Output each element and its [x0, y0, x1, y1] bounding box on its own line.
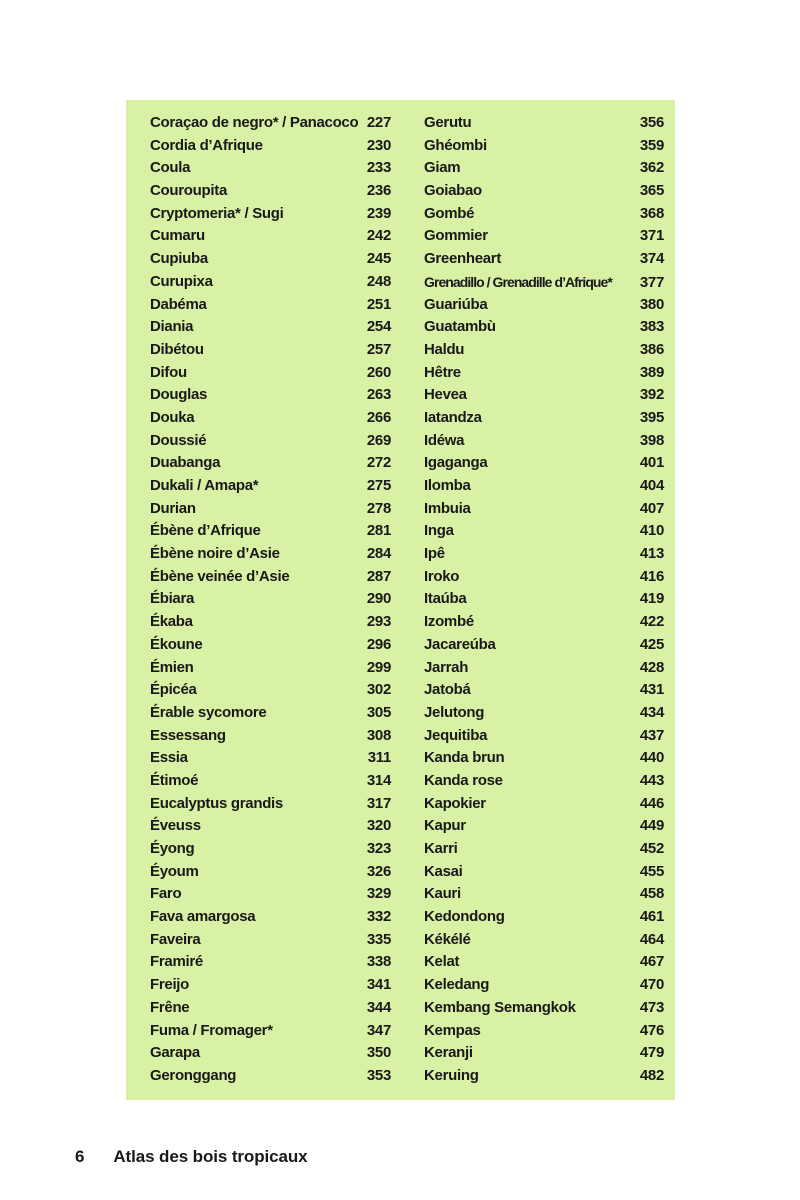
wood-name: Duabanga: [150, 454, 221, 472]
page-number: 398: [639, 431, 664, 449]
wood-name: Jacareúba: [424, 635, 496, 653]
index-row: [424, 770, 664, 793]
wood-name: Karri: [424, 840, 458, 857]
page-number: 383: [639, 318, 664, 336]
wood-name: Douka: [150, 408, 195, 426]
index-row: [424, 498, 664, 521]
wood-name: Ékaba: [150, 613, 193, 631]
page-number: 257: [366, 340, 391, 358]
page-number: 341: [366, 976, 391, 994]
index-row: [424, 543, 664, 566]
wood-name: Jequitiba: [424, 726, 488, 744]
page-number: 269: [366, 431, 391, 449]
page-number: 374: [639, 250, 664, 268]
wood-name: Dukali / Amapa*: [150, 477, 259, 494]
page-number: 476: [639, 1021, 664, 1039]
wood-name: Jarrah: [424, 658, 469, 676]
wood-name: Geronggang: [150, 1066, 237, 1084]
wood-name: Éveuss: [150, 817, 201, 835]
index-row: [150, 725, 391, 748]
page-number: 308: [366, 726, 391, 744]
index-row: [150, 929, 391, 952]
index-column-left: [150, 112, 391, 1088]
index-row: [150, 362, 391, 385]
wood-name: Cumaru: [150, 227, 205, 245]
index-row: [424, 248, 664, 271]
page-number: 314: [366, 771, 391, 789]
page-number: 443: [639, 771, 664, 789]
index-row: [150, 883, 391, 906]
index-row: [150, 520, 391, 543]
page-number: 464: [639, 930, 664, 948]
page-number: 359: [639, 136, 664, 154]
wood-name: Jelutong: [424, 703, 485, 721]
wood-name: Frêne: [150, 998, 190, 1016]
page-number: 404: [639, 477, 664, 494]
page-number: 434: [639, 703, 664, 721]
wood-name: Guariúba: [424, 295, 488, 313]
page-number: 287: [366, 567, 391, 585]
wood-name: Jatobá: [424, 681, 471, 699]
page-number: 368: [639, 204, 664, 222]
page-number: 467: [639, 953, 664, 971]
page-number: 302: [366, 681, 391, 699]
wood-name: Essia: [150, 749, 188, 767]
index-row: [150, 543, 391, 566]
page-number: 440: [639, 749, 664, 767]
page-number: 380: [639, 295, 664, 313]
index-row: [150, 157, 391, 180]
page-number: 461: [639, 908, 664, 926]
index-row: [424, 838, 664, 861]
index-row: [424, 566, 664, 589]
wood-name: Doussié: [150, 431, 207, 449]
wood-name: Gerutu: [424, 114, 472, 131]
wood-name: Émien: [150, 658, 194, 676]
index-row: [424, 1042, 664, 1065]
page-number: 347: [366, 1021, 391, 1039]
page-number: 272: [366, 454, 391, 472]
page-number: 365: [639, 182, 664, 200]
index-row: [150, 793, 391, 816]
wood-name: Framiré: [150, 953, 203, 971]
index-row: [424, 384, 664, 407]
index-row: [150, 657, 391, 680]
page-number: 242: [366, 227, 391, 245]
page-number: 251: [366, 295, 391, 313]
page-number: 317: [366, 794, 391, 812]
page-number: 431: [639, 681, 664, 699]
page-number: 407: [639, 499, 664, 517]
wood-name: Gombé: [424, 204, 475, 222]
index-row: [150, 566, 391, 589]
index-row: [150, 248, 391, 271]
index-row: [150, 475, 391, 498]
wood-name: Igaganga: [424, 454, 488, 472]
wood-name: Durian: [150, 499, 196, 517]
page-number: 290: [366, 590, 391, 608]
page-number: 311: [367, 749, 391, 767]
page-number: 437: [639, 726, 664, 744]
page-number: 332: [366, 908, 391, 926]
page-number: 248: [366, 272, 391, 290]
wood-name: Douglas: [150, 386, 208, 404]
index-row: [424, 520, 664, 543]
index-row: [150, 861, 391, 884]
page-number: 371: [639, 227, 664, 245]
index-row: [424, 657, 664, 680]
page-number: 356: [639, 114, 664, 131]
index-row: [424, 294, 664, 317]
wood-name: Freijo: [150, 976, 190, 994]
page-number: 389: [639, 363, 664, 381]
index-row: [424, 225, 664, 248]
index-row: [424, 362, 664, 385]
index-row: [424, 634, 664, 657]
index-row: [150, 815, 391, 838]
index-row: [150, 702, 391, 725]
wood-name: Ébène veinée d’Asie: [150, 567, 290, 585]
wood-name: Greenheart: [424, 250, 502, 268]
page-number: 278: [366, 499, 391, 517]
wood-name: Fuma / Fromager*: [150, 1021, 273, 1039]
index-row: [424, 747, 664, 770]
wood-name: Haldu: [424, 340, 465, 358]
page-number: 470: [639, 976, 664, 994]
wood-name: Kapur: [424, 817, 466, 835]
index-row: [150, 1065, 391, 1088]
page-number: 422: [639, 613, 664, 631]
index-row: [150, 997, 391, 1020]
wood-name: Keledang: [424, 976, 490, 994]
wood-name: Itaúba: [424, 590, 467, 608]
index-row: [150, 588, 391, 611]
wood-name: Ilomba: [424, 477, 471, 494]
wood-name: Keranji: [424, 1044, 473, 1062]
index-row: [150, 498, 391, 521]
wood-name: Faro: [150, 885, 182, 903]
wood-name: Guatambù: [424, 318, 496, 336]
page-number: 263: [366, 386, 391, 404]
index-row: [424, 725, 664, 748]
index-row: [150, 271, 391, 294]
page-number: 392: [639, 386, 664, 404]
page-number: 338: [366, 953, 391, 971]
page-number: 401: [639, 454, 664, 472]
index-row: [150, 430, 391, 453]
index-row: [424, 815, 664, 838]
page-number: 293: [366, 613, 391, 631]
page-number: 239: [366, 204, 391, 222]
page-number: 479: [639, 1044, 664, 1062]
index-row: [424, 1065, 664, 1088]
page-number: 299: [366, 658, 391, 676]
page-number: 428: [639, 658, 664, 676]
wood-name: Hêtre: [424, 363, 461, 381]
index-row: [150, 339, 391, 362]
page-number: 416: [639, 567, 664, 585]
wood-name: Érable sycomore: [150, 703, 267, 721]
index-row: [424, 135, 664, 158]
wood-name: Étimoé: [150, 771, 199, 789]
page-number: 377: [639, 273, 664, 291]
index-row: [150, 135, 391, 158]
page-number: 296: [366, 635, 391, 653]
page-footer: [75, 1147, 307, 1167]
wood-name: Kanda brun: [424, 749, 505, 767]
index-row: [424, 793, 664, 816]
wood-name: Kékélé: [424, 930, 471, 948]
index-row: [424, 339, 664, 362]
wood-name: Gommier: [424, 227, 488, 245]
wood-name: Cupiuba: [150, 250, 208, 268]
index-row: [424, 203, 664, 226]
footer-book-title: Atlas des bois tropicaux: [113, 1147, 308, 1166]
index-column-right: [424, 112, 664, 1088]
page-number: 323: [366, 840, 391, 857]
index-row: [150, 1020, 391, 1043]
wood-name: Éyong: [150, 840, 195, 857]
wood-name: Ébiara: [150, 590, 195, 608]
wood-name: Ghéombi: [424, 136, 487, 154]
index-row: [150, 679, 391, 702]
index-row: [424, 951, 664, 974]
wood-name: Coula: [150, 159, 191, 177]
index-row: [424, 407, 664, 430]
wood-name: Keruing: [424, 1066, 479, 1084]
wood-name: Ékoune: [150, 635, 203, 653]
page-number: 425: [639, 635, 664, 653]
wood-name: Fava amargosa: [150, 908, 256, 926]
wood-name: Diania: [150, 318, 194, 336]
index-row: [150, 951, 391, 974]
wood-name: Iatandza: [424, 408, 482, 426]
wood-name: Idéwa: [424, 431, 465, 449]
index-row: [424, 906, 664, 929]
page-number: 344: [366, 998, 391, 1016]
wood-name: Dabéma: [150, 295, 207, 313]
page-number: 419: [639, 590, 664, 608]
wood-name: Kanda rose: [424, 771, 503, 789]
index-row: [424, 929, 664, 952]
wood-name: Cryptomeria* / Sugi: [150, 204, 284, 222]
wood-name: Kasai: [424, 862, 463, 880]
index-row: [150, 112, 391, 135]
index-row: [424, 883, 664, 906]
page-number: 449: [639, 817, 664, 835]
index-panel: [126, 100, 675, 1100]
page-number: 281: [366, 522, 391, 540]
page-number: 413: [639, 545, 664, 563]
wood-name: Kedondong: [424, 908, 505, 926]
index-row: [424, 180, 664, 203]
page-number: 233: [366, 159, 391, 177]
page-number: 458: [639, 885, 664, 903]
wood-name: Kempas: [424, 1021, 481, 1039]
page-number: 386: [639, 340, 664, 358]
wood-name: Grenadillo / Grenadille d’Afrique*: [424, 273, 612, 290]
index-row: [424, 974, 664, 997]
page-number: 320: [366, 817, 391, 835]
index-row: [424, 702, 664, 725]
wood-name: Épicéa: [150, 681, 197, 699]
index-row: [150, 838, 391, 861]
page-number: 284: [366, 545, 391, 563]
wood-name: Faveira: [150, 930, 201, 948]
wood-name: Ébène d’Afrique: [150, 522, 261, 540]
page-number: 305: [366, 703, 391, 721]
wood-name: Inga: [424, 522, 454, 540]
page-number: 230: [366, 136, 391, 154]
index-row: [150, 225, 391, 248]
index-row: [424, 1020, 664, 1043]
page-number: 446: [639, 794, 664, 812]
index-row: [424, 861, 664, 884]
wood-name: Essessang: [150, 726, 226, 744]
wood-name: Izombé: [424, 613, 474, 631]
wood-name: Kelat: [424, 953, 460, 971]
page-number: 275: [366, 477, 391, 494]
index-row: [150, 611, 391, 634]
page-number: 227: [366, 114, 391, 131]
wood-name: Kauri: [424, 885, 461, 903]
index-row: [424, 112, 664, 135]
index-row: [424, 475, 664, 498]
page-number: 395: [639, 408, 664, 426]
wood-name: Imbuia: [424, 499, 471, 517]
index-row: [150, 407, 391, 430]
wood-name: Giam: [424, 159, 461, 177]
page-number: 350: [366, 1044, 391, 1062]
footer-page-number: 6: [75, 1147, 85, 1166]
index-row: [150, 634, 391, 657]
page-number: 362: [639, 159, 664, 177]
page-number: 254: [366, 318, 391, 336]
index-row: [150, 203, 391, 226]
page-number: 236: [366, 182, 391, 200]
index-row: [150, 452, 391, 475]
wood-name: Ébène noire d’Asie: [150, 545, 280, 563]
index-row: [150, 316, 391, 339]
wood-name: Couroupita: [150, 182, 227, 200]
page-number: 260: [366, 363, 391, 381]
page-number: 482: [639, 1066, 664, 1084]
index-row: [150, 747, 391, 770]
page-number: 266: [366, 408, 391, 426]
wood-name: Kembang Semangkok: [424, 998, 576, 1016]
wood-name: Dibétou: [150, 340, 204, 358]
wood-name: Curupixa: [150, 272, 213, 290]
wood-name: Eucalyptus grandis: [150, 794, 283, 812]
index-row: [150, 180, 391, 203]
page-number: 455: [639, 862, 664, 880]
index-row: [424, 611, 664, 634]
index-row: [150, 294, 391, 317]
page-number: 329: [366, 885, 391, 903]
page-number: 410: [639, 522, 664, 540]
index-row: [424, 997, 664, 1020]
wood-name: Cordia d’Afrique: [150, 136, 263, 154]
page-number: 452: [639, 840, 664, 857]
index-row: [150, 1042, 391, 1065]
index-row: [150, 770, 391, 793]
page-number: 245: [366, 250, 391, 268]
wood-name: Goiabao: [424, 182, 482, 200]
wood-name: Ipê: [424, 545, 445, 563]
wood-name: Coraçao de negro* / Panacoco: [150, 114, 359, 131]
index-row: [424, 588, 664, 611]
index-row: [150, 974, 391, 997]
index-row: [424, 316, 664, 339]
wood-name: Iroko: [424, 567, 460, 585]
page-number: 335: [366, 930, 391, 948]
index-row: [424, 430, 664, 453]
index-row: [150, 384, 391, 407]
index-row: [424, 679, 664, 702]
page-number: 326: [366, 862, 391, 880]
wood-name: Hevea: [424, 386, 467, 404]
index-row: [150, 906, 391, 929]
wood-name: Garapa: [150, 1044, 200, 1062]
wood-name: Éyoum: [150, 862, 199, 880]
wood-name: Kapokier: [424, 794, 486, 812]
index-row: [424, 452, 664, 475]
page-number: 353: [366, 1066, 391, 1084]
index-row: [424, 157, 664, 180]
page-number: 473: [639, 998, 664, 1016]
wood-name: Difou: [150, 363, 187, 381]
index-row: [424, 271, 664, 294]
